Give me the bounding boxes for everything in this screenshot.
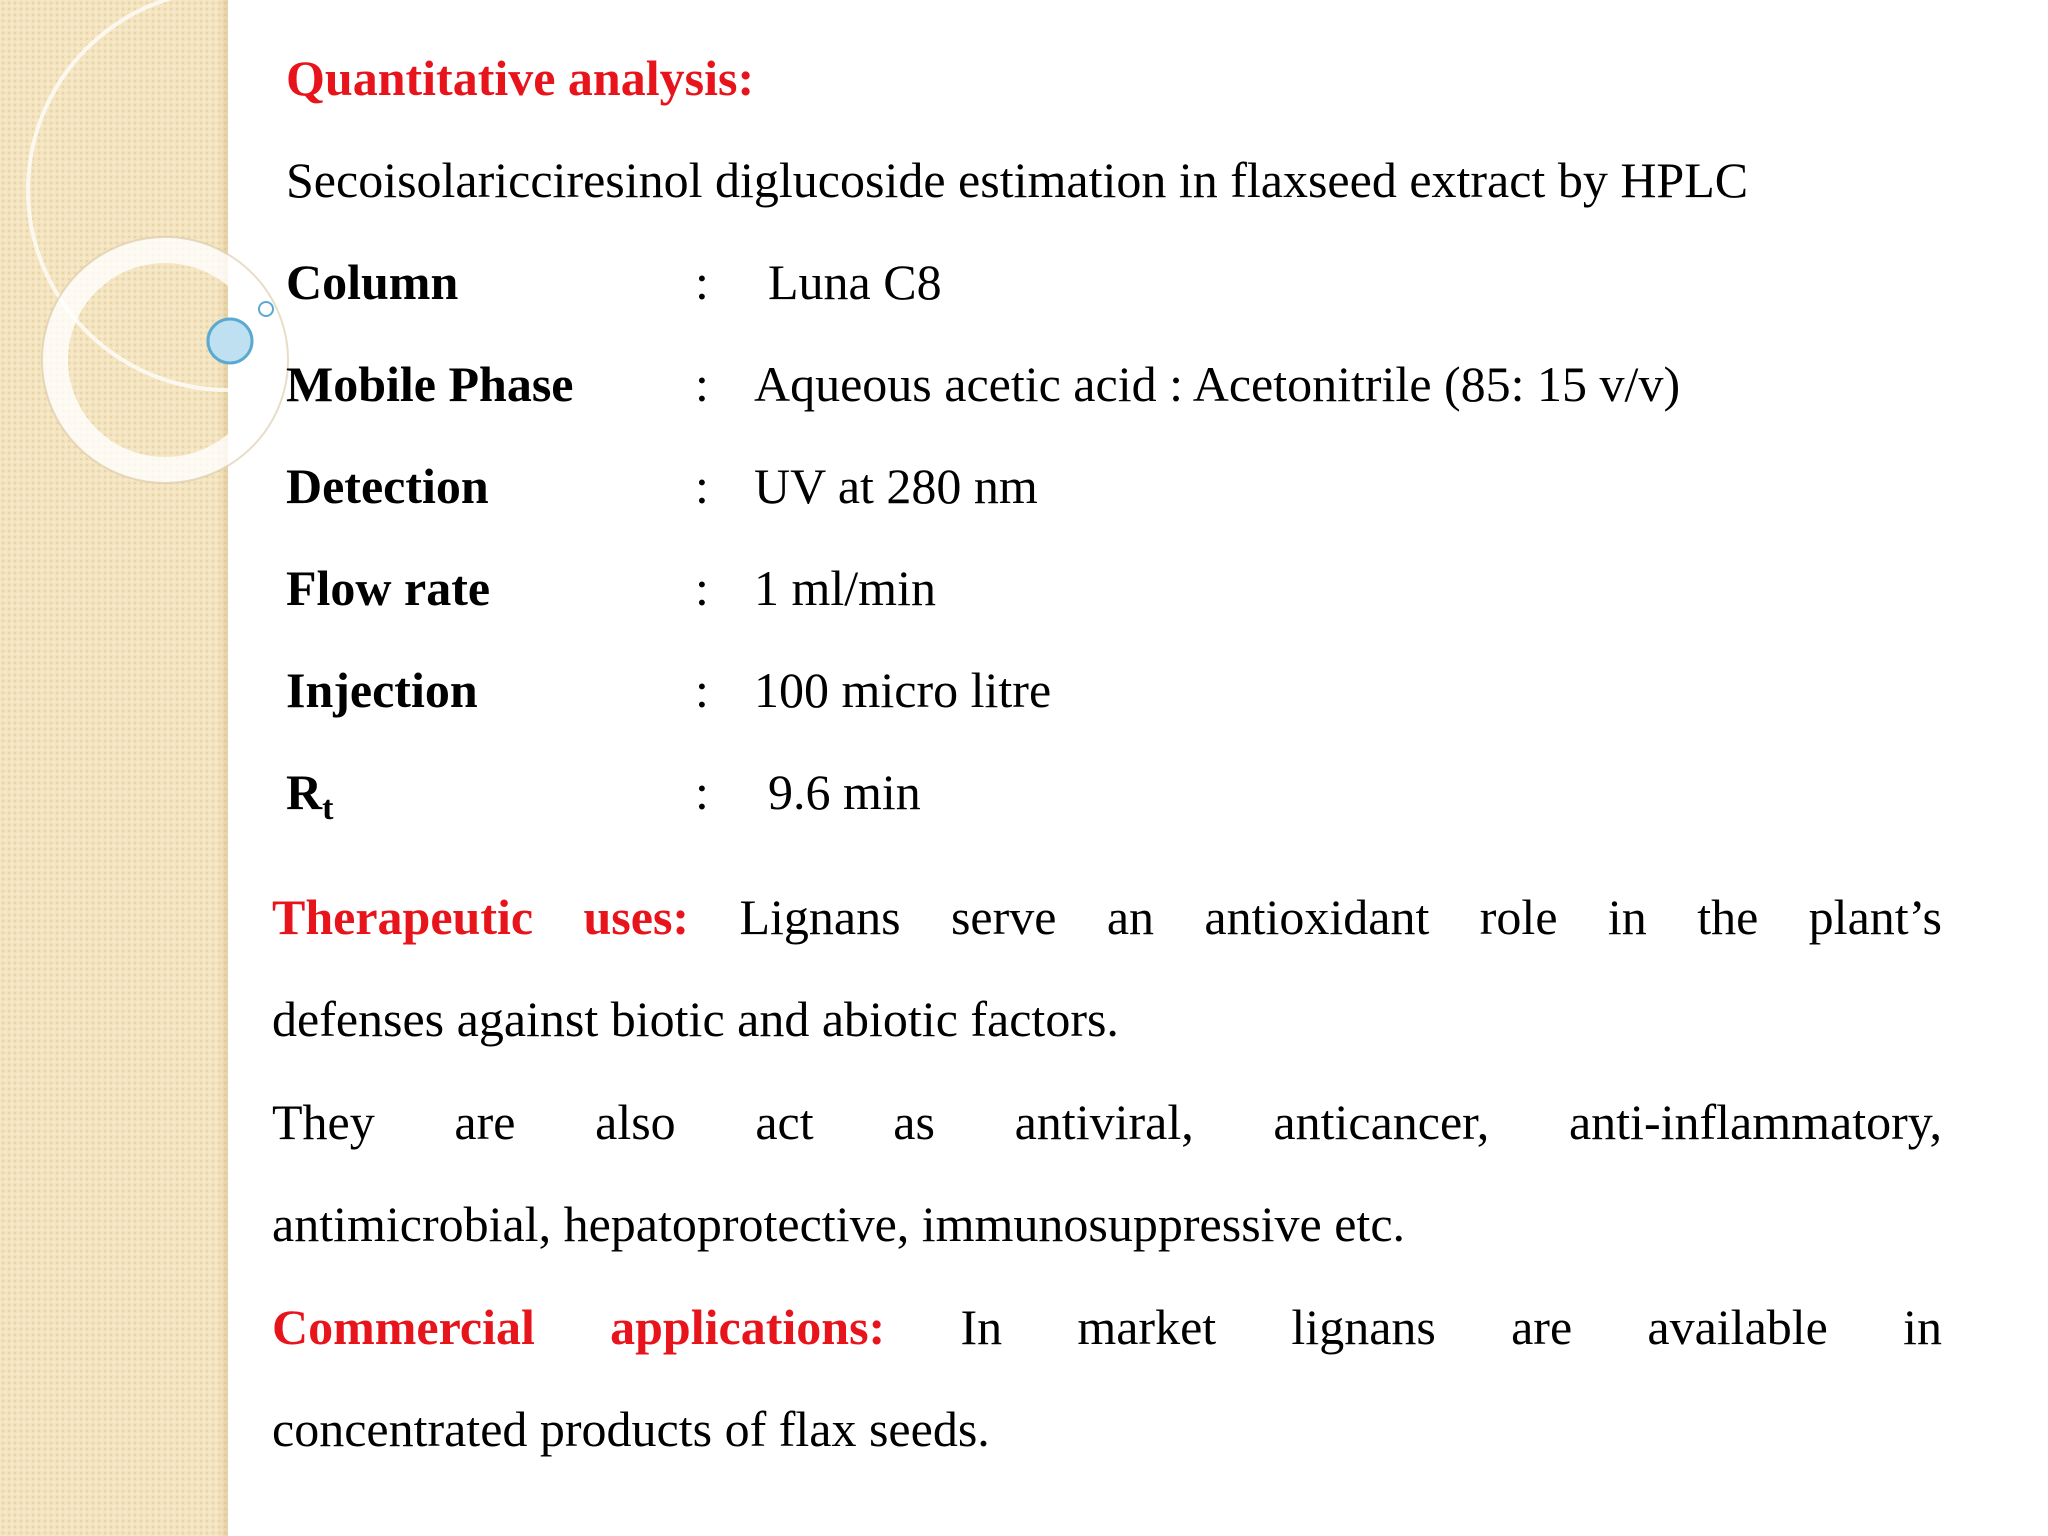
param-separator: : [695,662,709,718]
param-label-detection: Detection [286,458,489,514]
param-separator: : [695,254,709,310]
decorative-rings [0,0,300,520]
param-value-column: Luna C8 [768,254,942,310]
therapeutic-line-1 [272,887,1942,947]
commercial-line-1-text: In market lignans are available in [960,1299,1942,1355]
param-value-detection: UV at 280 nm [754,458,1038,514]
param-label-flow-rate: Flow rate [286,560,491,616]
commercial-line-1 [272,1297,1942,1357]
commercial-line-2: concentrated products of flax seeds. [272,1401,990,1457]
commercial-heading: Commercial applications: [272,1299,886,1355]
therapeutic-line-1-text: Lignans serve an antioxidant role in the plant’s [739,889,1943,945]
retention-label-main: R [286,764,323,820]
param-separator: : [695,356,709,412]
param-label-column: Column [286,254,459,310]
therapeutic-heading: Therapeutic uses: [272,889,690,945]
therapeutic-line-3: They are also act as antiviral, anticancer, anti-inflammatory, [272,1094,1942,1150]
therapeutic-line-2: defenses against biotic and abiotic factors. [272,991,1119,1047]
param-value-injection: 100 micro litre [754,662,1052,718]
param-separator: : [695,458,709,514]
param-separator: : [695,764,709,820]
param-value-flow-rate: 1 ml/min [754,560,936,616]
bubble-large [208,319,252,363]
param-separator: : [695,560,709,616]
slide-title: Quantitative analysis: [286,50,755,106]
param-label-retention-time [286,762,334,827]
slide-subtitle: Secoisolaricciresinol diglucoside estimation in flaxseed extract by HPLC [286,152,1749,208]
param-label-injection: Injection [286,662,478,718]
param-value-retention-time: 9.6 min [768,764,921,820]
bubble-small [259,302,273,316]
therapeutic-line-4: antimicrobial, hepatoprotective, immunosuppressive etc. [272,1196,1406,1252]
param-value-mobile-phase: Aqueous acetic acid : Acetonitrile (85: 15 v/v) [754,356,1681,412]
retention-label-subscript: t [322,790,334,827]
param-label-mobile-phase: Mobile Phase [286,356,574,412]
